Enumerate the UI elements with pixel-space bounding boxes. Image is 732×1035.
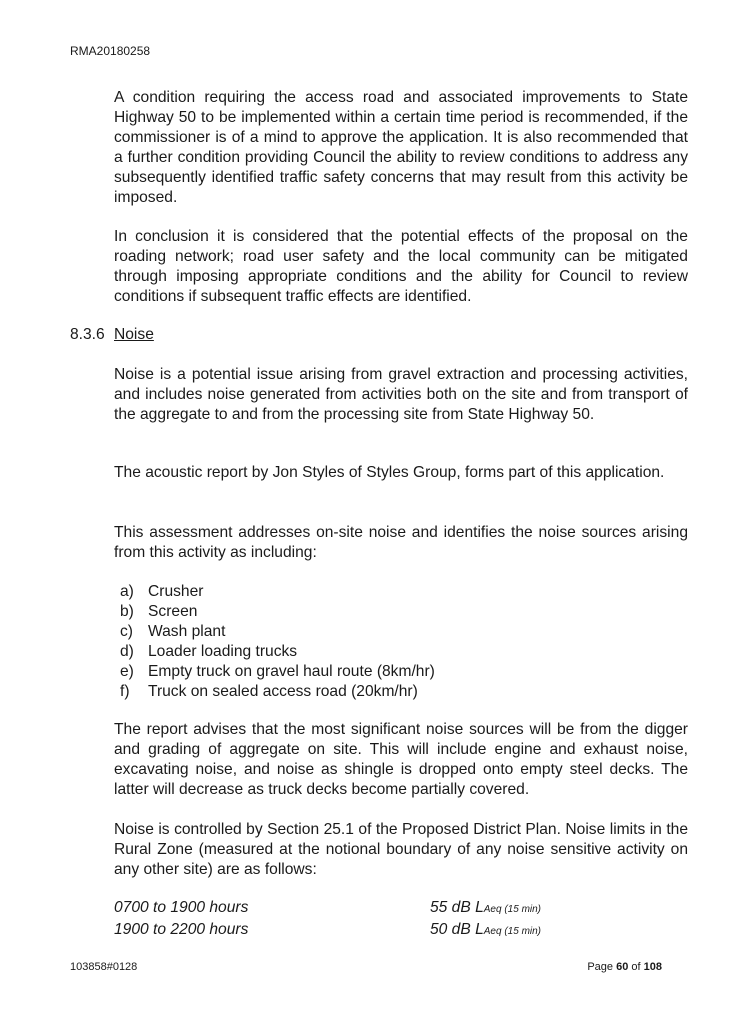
list-item: a) Crusher bbox=[120, 583, 204, 600]
paragraph-noise-limits: Noise is controlled by Section 25.1 of the Proposed District Plan. Noise limits in the Rural Zone (measured at the notional boundary of any noise sensitive activity on any other site) are as follows: bbox=[114, 821, 688, 878]
paragraph-assessment: This assessment addresses on-site noise and identifies the noise sources arising from this activity as including: bbox=[114, 524, 688, 561]
list-item: f) Truck on sealed access road (20km/hr) bbox=[120, 683, 418, 700]
limit-hours: 1900 to 2200 hours bbox=[114, 921, 249, 938]
paragraph-significant-sources: The report advises that the most significant noise sources will be from the digger and grading of aggregate on site. This will include engine and exhaust noise, excavating noise, and noise as shingle is dropped onto empty steel decks. The latter will decrease as truck decks become partially covered. bbox=[114, 721, 688, 798]
list-item: d) Loader loading trucks bbox=[120, 643, 298, 660]
footer-document-id: 103858#0128 bbox=[70, 961, 138, 973]
limit-hours: 0700 to 1900 hours bbox=[114, 899, 249, 916]
section-number: 8.3.6 bbox=[70, 326, 105, 343]
table-row bbox=[114, 920, 688, 942]
list-item: e) Empty truck on gravel haul route (8km/hr) bbox=[120, 663, 435, 680]
table-row bbox=[114, 898, 688, 920]
noise-limits-table bbox=[114, 898, 688, 942]
list-item: c) Wash plant bbox=[120, 623, 226, 640]
limit-level: 55 dB LAeq (15 min) bbox=[430, 899, 542, 916]
limit-level: 50 dB LAeq (15 min) bbox=[430, 921, 542, 938]
section-heading-noise bbox=[70, 325, 154, 345]
document-reference: RMA20180258 bbox=[70, 44, 151, 58]
footer-page-number: Page 60 of 108 bbox=[587, 961, 662, 973]
list-item: b) Screen bbox=[120, 603, 198, 620]
paragraph-acoustic-report: The acoustic report by Jon Styles of Styles Group, forms part of this application. bbox=[114, 464, 665, 481]
paragraph-traffic-condition: A condition requiring the access road and associated improvements to State Highway 50 to be implemented within a certain time period is recommended, if the commissioner is of a mind to approve the application. It is also recommended that a further condition providing Council the ability to review conditions to address any subsequently identified traffic safety concerns that may result from this activity be imposed. bbox=[114, 89, 688, 206]
paragraph-traffic-conclusion: In conclusion it is considered that the potential effects of the proposal on the roading network; road user safety and the local community can be mitigated through imposing appropriate conditions and the ability for Council to review conditions if subsequent traffic effects are identified. bbox=[114, 228, 688, 305]
section-title: Noise bbox=[114, 326, 154, 343]
noise-sources-list bbox=[120, 582, 435, 702]
paragraph-noise-issue: Noise is a potential issue arising from gravel extraction and processing activities, and includes noise generated from activities both on the site and from transport of the aggregate to and from the processing site from State Highway 50. bbox=[114, 366, 688, 423]
